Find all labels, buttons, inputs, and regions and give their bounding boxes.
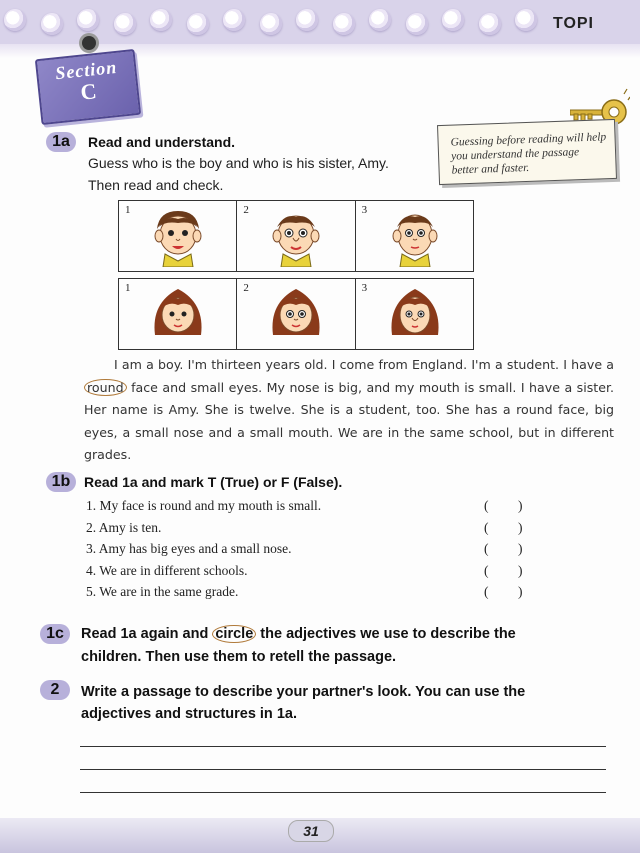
binder-ring xyxy=(333,13,355,35)
list-item xyxy=(86,584,536,606)
circled-word: circle xyxy=(212,625,256,643)
paren-close: ) xyxy=(518,584,523,599)
girl-face-icon xyxy=(265,283,327,345)
binder-ring xyxy=(479,13,501,35)
boy-face-cell[interactable] xyxy=(237,201,355,271)
girl-face-cell[interactable] xyxy=(356,279,473,349)
binder-ring xyxy=(296,9,318,31)
girl-face-cell[interactable] xyxy=(119,279,237,349)
statement-text: 1. My face is round and my mouth is small. xyxy=(86,498,322,513)
binder-ring xyxy=(41,13,63,35)
girl-face-number: 1 xyxy=(125,282,131,294)
exercise-1b-title: Read 1a and mark T (True) or F (False). xyxy=(84,474,343,490)
boy-face-cell[interactable] xyxy=(119,201,237,271)
binder-ring xyxy=(77,9,99,31)
boy-face-icon xyxy=(147,205,209,267)
boy-face-icon xyxy=(265,205,327,267)
girl-face-icon xyxy=(147,283,209,345)
exercise-1a-instruction-2: Then read and check. xyxy=(88,177,224,193)
writing-line[interactable] xyxy=(80,792,606,793)
section-badge xyxy=(35,49,141,125)
list-item xyxy=(86,563,536,585)
binder-ring xyxy=(406,13,428,35)
paren-close: ) xyxy=(518,541,523,556)
binder-ring xyxy=(442,9,464,31)
list-item xyxy=(86,498,536,520)
statement-text: 5. We are in the same grade. xyxy=(86,584,239,599)
exercise-2-title-line-1: Write a passage to describe your partner's look. You can use the xyxy=(81,684,526,700)
binder-ring xyxy=(515,9,537,31)
exercise-number-1c: 1c xyxy=(40,624,70,644)
girl-face-cell[interactable] xyxy=(237,279,355,349)
statement-text: 4. We are in different schools. xyxy=(86,562,248,578)
statement-text: 2. Amy is ten. xyxy=(86,519,162,535)
exercise-1c-title-line-2: children. Then use them to retell the passage. xyxy=(81,649,397,665)
tip-text: Guessing before reading will help you understand the passage better and faster. xyxy=(450,131,607,177)
passage-text-start: I am a boy. I'm thirteen years old. I come from England. I'm a student. I have a xyxy=(114,357,614,372)
pin-icon xyxy=(82,36,96,50)
boy-face-cell[interactable] xyxy=(356,201,473,271)
list-item xyxy=(86,541,536,563)
exercise-number-1a: 1a xyxy=(46,132,76,152)
writing-line[interactable] xyxy=(80,769,606,770)
paren-close: ) xyxy=(518,562,523,578)
circled-word: round xyxy=(84,379,127,396)
exercise-number-2: 2 xyxy=(40,680,70,700)
passage-paragraph xyxy=(84,354,614,467)
binder-ring xyxy=(114,13,136,35)
list-item xyxy=(86,520,536,542)
exercise-1a-title: Read and understand. xyxy=(88,134,236,150)
binder-ring xyxy=(150,9,172,31)
exercise-1a-instruction-1: Guess who is the boy and who is his sister, Amy. xyxy=(88,155,389,171)
boy-face-number: 3 xyxy=(361,204,368,216)
boy-face-number: 1 xyxy=(125,204,131,216)
boy-face-icon xyxy=(384,205,446,267)
text-fragment: the adjectives we use to describe the xyxy=(256,626,516,642)
topic-label: TOPI xyxy=(552,15,594,32)
binder-ring xyxy=(187,13,209,35)
page-number: 31 xyxy=(288,820,334,842)
reading-passage xyxy=(84,354,614,467)
girl-face-number: 2 xyxy=(243,282,249,294)
writing-line[interactable] xyxy=(80,746,606,747)
girl-face-number: 3 xyxy=(361,282,368,294)
binder-ring xyxy=(260,13,282,35)
section-letter: C xyxy=(79,78,98,105)
binder-ring xyxy=(4,9,26,31)
binder-ring xyxy=(369,9,391,31)
section-word: Section xyxy=(54,56,119,84)
paren-close: ) xyxy=(518,498,523,513)
true-false-list xyxy=(86,498,536,606)
statement-text: 3. Amy has big eyes and a small nose. xyxy=(86,541,292,556)
paren-open: ( xyxy=(484,562,489,578)
paren-open: ( xyxy=(484,584,489,599)
text-fragment: Read 1a again and xyxy=(81,626,213,642)
passage-text-end: face and small eyes. My nose is big, and my mouth is small. I have a sister. Her name is Amy. She is twelve. She is a student, too. She has a round face, big eyes, a small nose and a small mouth. We are in the same school, but in different grades. xyxy=(84,379,614,462)
boy-face-number: 2 xyxy=(243,204,249,216)
exercise-2-title-line-2: adjectives and structures in 1a. xyxy=(81,706,297,722)
paren-close: ) xyxy=(518,519,523,535)
tip-note xyxy=(437,119,617,185)
binder-ring xyxy=(223,9,245,31)
paren-open: ( xyxy=(484,519,489,535)
paren-open: ( xyxy=(484,498,489,513)
exercise-number-1b: 1b xyxy=(46,472,76,492)
paren-open: ( xyxy=(484,541,489,556)
boy-faces-grid xyxy=(118,200,474,272)
girl-face-icon xyxy=(384,283,446,345)
girl-faces-grid xyxy=(118,278,474,350)
exercise-1c-title-line-1 xyxy=(81,626,516,642)
